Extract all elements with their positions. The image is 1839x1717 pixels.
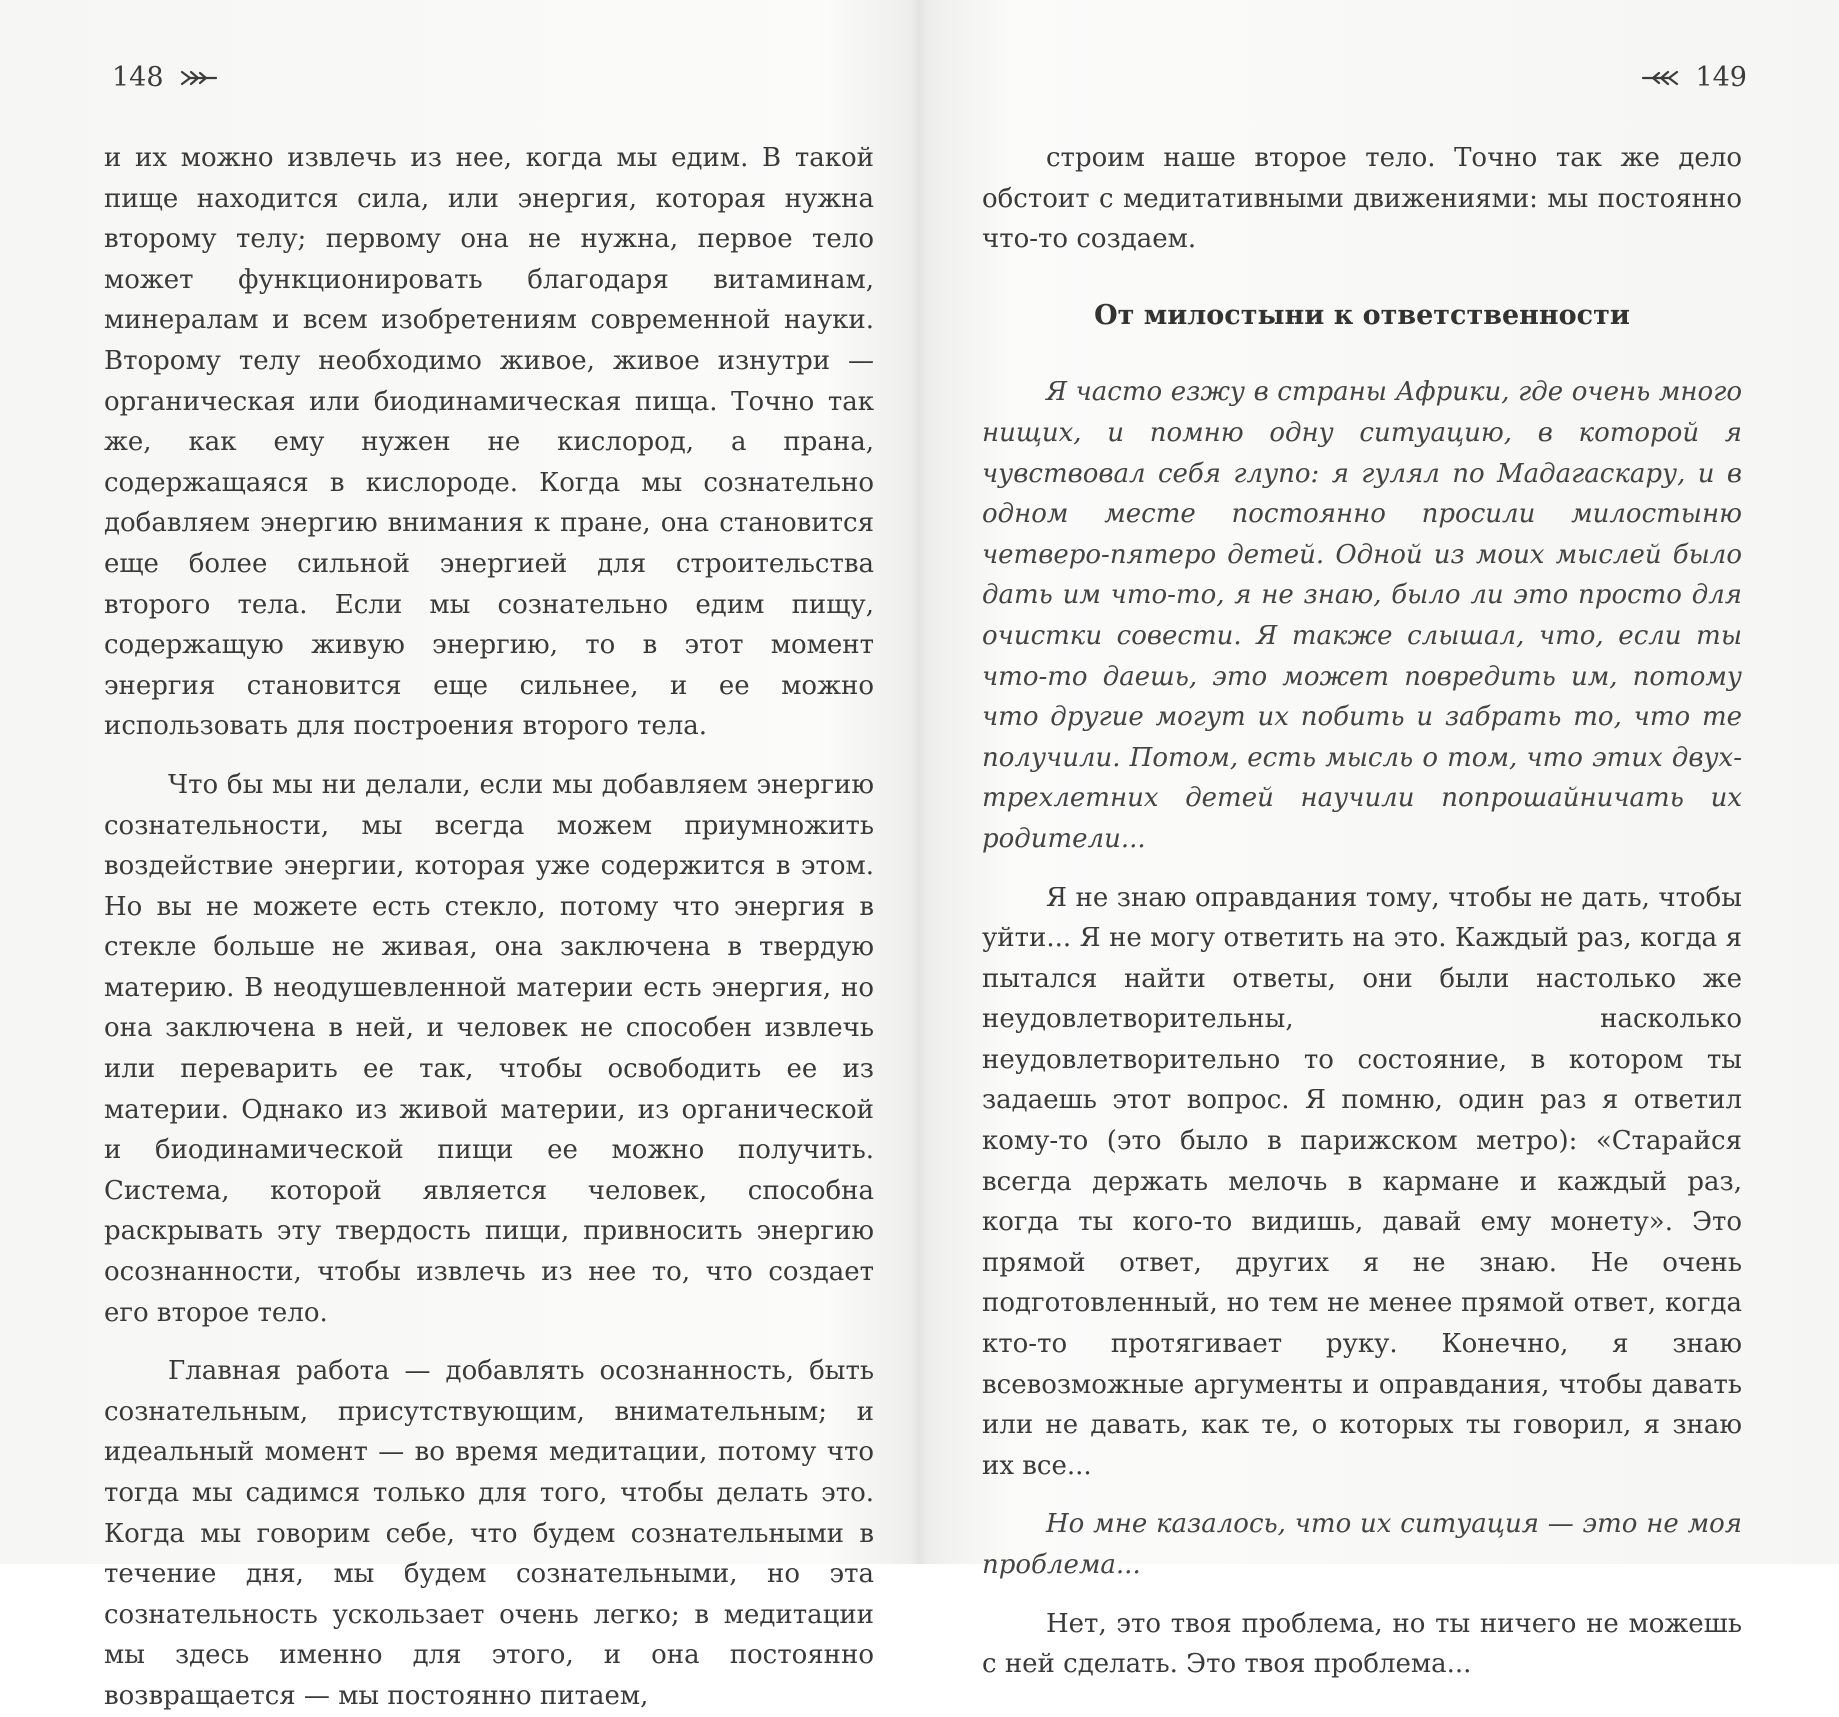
- question-paragraph: Я часто езжу в страны Африки, где очень много нищих, и помню одну ситуацию, в которой я чувствовал себя глупо: я гулял по Мадагаскару, и в одном месте постоянно просили милостыню четверо-пятеро детей. Одной из моих мыслей было дать им что-то, я не знаю, было ли это просто для очистки совести. Я также слышал, что, если ты что-то даешь, это может повредить им, потому что другие могут их побить и забрать то, что те получили. Потом, есть мысль о том, что этих двух-трехлетних детей научили попрошайничать их родители...: [982, 377, 1742, 854]
- leaf-ornament-icon: [178, 69, 218, 87]
- question-paragraph: Но мне казалось, что их ситуация — это не моя проблема...: [982, 1509, 1742, 1580]
- page-number-right: [1641, 62, 1747, 93]
- paragraph: и их можно извлечь из нее, когда мы едим. В такой пище находится сила, или энергия, которая нужна второму телу; первому она не нужна, первое тело может функционировать благодаря витаминам, минералам и всем изобретениям современной науки. Второму телу необходимо живое, живое изнутри — органическая или биодинамическая пища. Точно так же, как ему нужен не кислород, а прана, содержащаяся в кислороде. Когда мы сознательно добавляем энергию внимания к пране, она становится еще более сильной энергией для строительства второго тела. Если мы сознательно едим пищу, содержащую живую энергию, то в этот момент энергия становится еще сильнее, и ее можно использовать для построения второго тела.: [104, 143, 874, 742]
- page-number-149: 149: [1695, 62, 1747, 93]
- answer-paragraph: Нет, это твоя проблема, но ты ничего не можешь с ней сделать. Это твоя проблема...: [982, 1608, 1742, 1680]
- page-number-148: 148: [112, 62, 164, 93]
- section-heading: От милостыни к ответственности: [1094, 299, 1630, 331]
- right-page-body: [982, 138, 1742, 1685]
- answer-paragraph: Я не знаю оправдания тому, чтобы не дать, чтобы уйти... Я не могу ответить на это. Каждый раз, когда я пытался найти ответы, они были настолько же неудовлетворительны, насколько неудовлетворительно то состояние, в котором ты задаешь этот вопрос. Я помню, один раз я ответил кому-то (это было в парижском метро): «Старайся всегда держать мелочь в кармане и каждый раз, когда ты кого-то видишь, давай ему монету». Это прямой ответ, других я не знаю. Не очень подготовленный, но тем не менее прямой ответ, когда кто-то протягивает руку. Конечно, я знаю всевозможные аргументы и оправдания, чтобы давать или не давать, как те, о которых ты говорил, я знаю их все...: [982, 882, 1742, 1481]
- left-page-body: [104, 138, 874, 1717]
- page-number-left: [112, 62, 218, 93]
- paragraph: строим наше второе тело. Точно так же дело обстоит с медитативными движениями: мы постоянно что-то создаем.: [982, 143, 1742, 255]
- paragraph: Главная работа — добавлять осознанность, быть сознательным, присутствующим, внимательным; и идеальный момент — во время медитации, потому что тогда мы садимся только для того, чтобы делать это. Когда мы говорим себе, что будем сознательными в течение дня, мы будем сознательными, но эта сознательность ускользает очень легко; в медитации мы здесь именно для этого, и она постоянно возвращается — мы постоянно питаем,: [104, 1356, 874, 1711]
- paragraph: Что бы мы ни делали, если мы добавляем энергию сознательности, мы всегда можем приумножить воздействие энергии, которая уже содержится в этом. Но вы не можете есть стекло, потому что энергия в стекле больше не живая, она заключена в твердую материю. В неодушевленной материи есть энергия, но она заключена в ней, и человек не способен извлечь или переварить ее так, чтобы освободить ее из материи. Однако из живой материи, из органической и биодинамической пищи ее можно получить. Система, которой является человек, способна раскрывать эту твердость пищи, привносить энергию осознанности, чтобы извлечь из нее то, что создает его второе тело.: [104, 769, 874, 1328]
- leaf-ornament-icon: [1641, 69, 1681, 87]
